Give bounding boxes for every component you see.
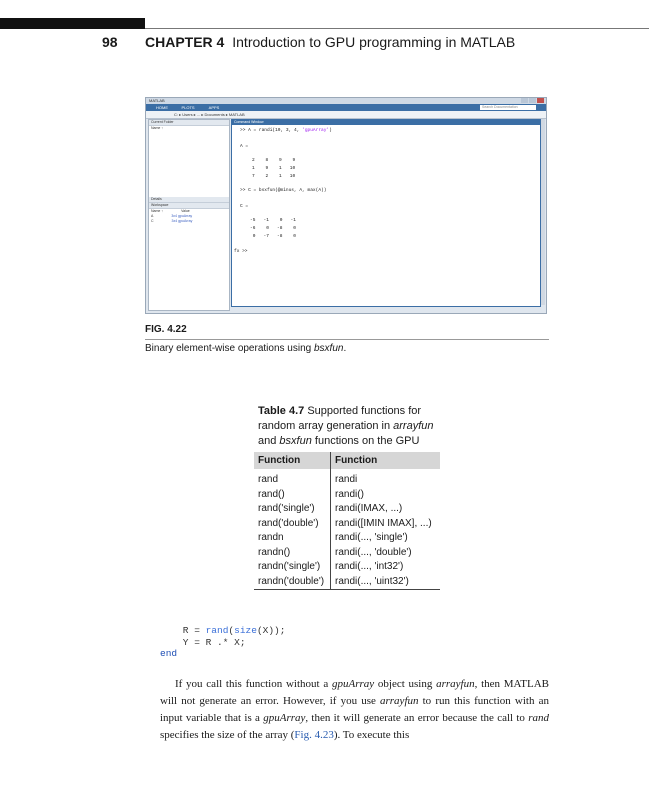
close-icon[interactable] bbox=[537, 98, 544, 103]
command-prompt[interactable]: fx >> bbox=[234, 249, 248, 254]
table-row: rand('single') randi(IMAX, ...) bbox=[254, 502, 440, 517]
table-row: randn() randi(..., 'double') bbox=[254, 546, 440, 561]
table-caption: Table 4.7 Supported functions for random array generation in arrayfun and bsxfun functions on the GPU bbox=[258, 405, 434, 447]
current-folder-item[interactable]: Name ↑ bbox=[151, 126, 164, 130]
matrix-row: 7 2 1 10 bbox=[252, 174, 296, 179]
command-line: >> A = randi(10, 3, 4, 'gpuArray') bbox=[240, 128, 332, 133]
matrix-row: 2 8 9 9 bbox=[252, 158, 296, 163]
workspace-row[interactable]: A 3x4 gpuArray bbox=[151, 214, 193, 218]
matrix-row: 0 -7 -8 0 bbox=[250, 234, 296, 239]
table-row: rand randi bbox=[254, 469, 440, 488]
table-row: rand('double') randi([IMIN IMAX], ...) bbox=[254, 517, 440, 532]
command-window-header: Command Window bbox=[232, 120, 540, 125]
table-header-row bbox=[254, 452, 440, 469]
column-header: Function bbox=[254, 452, 331, 469]
matlab-screenshot bbox=[145, 97, 547, 314]
matlab-titlebar: MATLAB bbox=[146, 98, 546, 104]
matlab-ribbon bbox=[146, 104, 546, 111]
header-rule bbox=[145, 28, 649, 29]
page-number: 98 bbox=[102, 34, 118, 50]
matrix-row: 1 9 1 10 bbox=[252, 166, 296, 171]
chapter-label: CHAPTER 4 bbox=[145, 34, 225, 50]
command-window[interactable] bbox=[231, 119, 541, 307]
figure-label: FIG. 4.22 bbox=[145, 324, 187, 335]
body-paragraph: If you call this function without a gpuArray object using arrayfun, then MATLAB will not generate an error. However, if you use arrayfun to run this function with an input variable that is a gpuArray, then it will generate an error because the call to rand specifies the size of the array (Fig. 4.23). To execute this bbox=[160, 678, 549, 741]
folder-path: C: ▸ Users ▸ ... ▸ Documents ▸ MATLAB bbox=[174, 112, 245, 117]
workspace-header: Workspace bbox=[149, 203, 229, 209]
table-row: rand() randi() bbox=[254, 488, 440, 503]
output-label: A = bbox=[240, 144, 249, 149]
tab-home[interactable]: HOME bbox=[156, 105, 168, 110]
output-label: C = bbox=[240, 204, 249, 209]
search-input[interactable]: Search Documentation bbox=[480, 105, 536, 110]
figure-reference-link[interactable]: Fig. 4.23 bbox=[294, 729, 334, 741]
table-row: randn('single') randi(..., 'int32') bbox=[254, 560, 440, 575]
current-folder-header: Current Folder bbox=[149, 120, 229, 126]
right-side-strip bbox=[541, 119, 545, 305]
table-row: randn('double') randi(..., 'uint32') bbox=[254, 575, 440, 590]
column-header: Function bbox=[331, 452, 441, 469]
details-header: Details bbox=[149, 197, 229, 203]
running-head bbox=[145, 34, 515, 50]
maximize-icon[interactable] bbox=[529, 98, 536, 103]
tab-plots[interactable]: PLOTS bbox=[181, 105, 195, 110]
minimize-icon[interactable] bbox=[521, 98, 528, 103]
header-bar bbox=[0, 18, 145, 29]
matrix-row: -5 -1 0 -1 bbox=[250, 218, 296, 223]
workspace-row[interactable]: C 3x4 gpuArray bbox=[151, 219, 193, 223]
figure-caption: Binary element-wise operations using bsxfun. bbox=[145, 343, 347, 354]
table-row: randn randi(..., 'single') bbox=[254, 531, 440, 546]
tab-apps[interactable]: APPS bbox=[208, 105, 220, 110]
chapter-title: Introduction to GPU programming in MATLAB bbox=[232, 34, 516, 50]
left-panels bbox=[148, 119, 230, 311]
figure-rule bbox=[145, 339, 549, 340]
command-line: >> C = bsxfun(@minus, A, max(A)) bbox=[240, 188, 327, 193]
functions-table bbox=[254, 452, 440, 590]
address-bar[interactable] bbox=[146, 111, 546, 119]
code-listing: R = rand(size(X)); Y = R .* X; end bbox=[160, 625, 286, 659]
matrix-row: -6 0 -8 0 bbox=[250, 226, 296, 231]
workspace-columns: Name ↑ Value bbox=[151, 209, 190, 213]
